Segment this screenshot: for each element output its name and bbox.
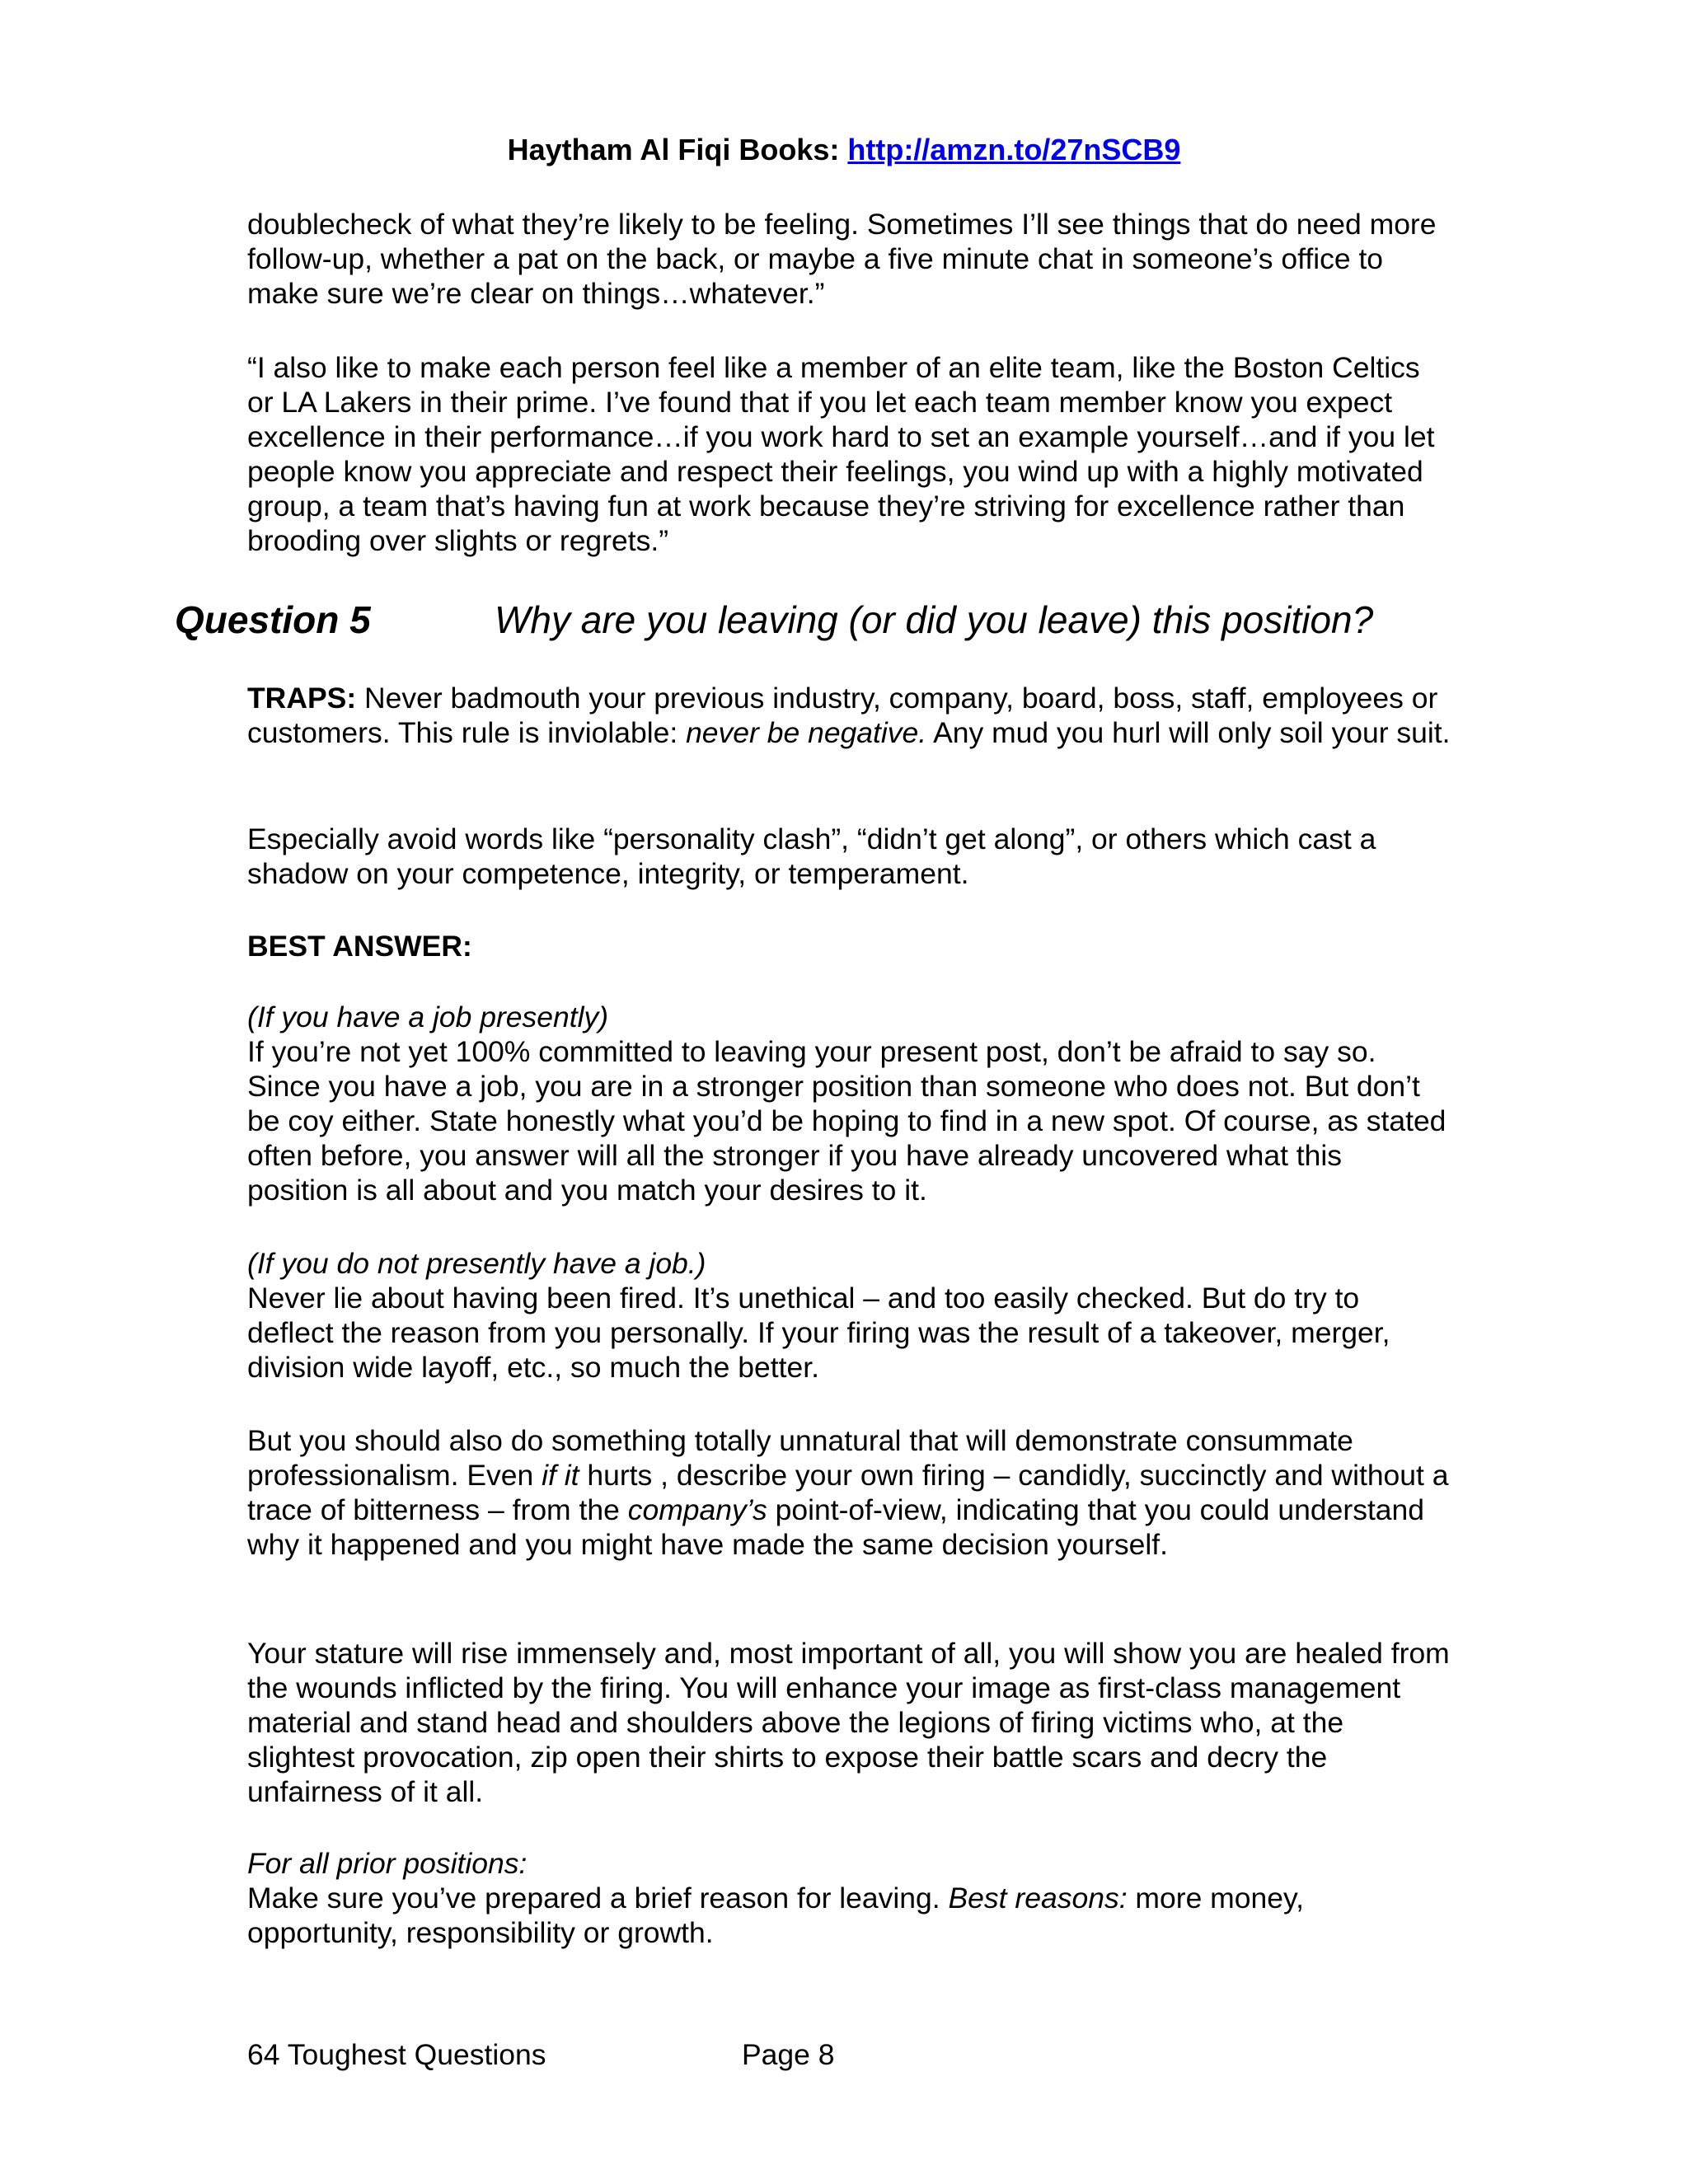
nojob-section: [247, 1246, 1451, 1385]
page-header: [0, 132, 1688, 168]
book-link[interactable]: http://amzn.to/27nSCB9: [847, 133, 1181, 166]
but-text-a: But you should also do something totally unnatural that will demonstrate consummate professionalism. Even: [247, 1424, 1353, 1492]
page-footer: [247, 2037, 835, 2072]
traps-emphasis: never be negative.: [686, 716, 927, 749]
stature-text: Your stature will rise immensely and, most important of all, you will show you are healed from the wounds inflicted by the firing. You will enhance your image as first-class management material and stand head and shoulders above the legions of firing victims who, at the slightest provocation, zip open their shirts to expose their battle scars and decry the unfairness of it all.: [247, 1637, 1450, 1808]
prior-section: [247, 1846, 1451, 1950]
job-heading: (If you have a job presently): [247, 1001, 609, 1033]
question-text: Why are you leaving (or did you leave) this position?: [495, 598, 1374, 641]
but-text-b: hurts , describe your own firing – candidly, succinctly and without a trace of bitterness – from the: [247, 1459, 1449, 1526]
intro-text-1: doublecheck of what they’re likely to be feeling. Sometimes I’ll see things that do need more follow-up, whether a pat on the back, or maybe a five minute chat in someone’s office to make sure we’re clear on things…whatever.”: [247, 208, 1437, 310]
header-prefix: Haytham Al Fiqi Books:: [507, 133, 840, 166]
best-answer-label: BEST ANSWER:: [247, 930, 472, 963]
traps-label: TRAPS:: [247, 682, 357, 715]
intro-text-2: “I also like to make each person feel like a member of an elite team, like the Boston Celtics or LA Lakers in their prime. I’ve found that if you let each team member know you expect excellence in their performance…if you work hard to set an example yourself…and if you let people know you appreciate and respect their feelings, you wind up with a highly motivated group, a team that’s having fun at work because they’re striving for excellence rather than brooding over slights or regrets.”: [247, 351, 1435, 557]
traps-paragraph-2: [247, 822, 1451, 891]
intro-paragraph-1: [247, 207, 1451, 311]
prior-italic: Best reasons:: [948, 1882, 1128, 1915]
job-section: [247, 1000, 1451, 1207]
stature-paragraph: [247, 1636, 1451, 1809]
but-text-c: point-of-view, indicating that you could understand why it happened and you might have made the same decision yourself.: [247, 1493, 1425, 1561]
nojob-heading: (If you do not presently have a job.): [247, 1247, 706, 1280]
traps-text-2: Especially avoid words like “personality clash”, “didn’t get along”, or others which cast a shadow on your competence, integrity, or temperament.: [247, 823, 1376, 890]
footer-page-number: Page 8: [742, 2038, 835, 2071]
traps-text-a: Never badmouth your previous industry, company, board, boss, staff, employees or customers. This rule is inviolable:: [247, 682, 1438, 749]
prior-text-b: more money, opportunity, responsibility or growth.: [247, 1882, 1304, 1949]
but-italic-1: if it: [542, 1459, 579, 1492]
nojob-text: Never lie about having been fired. It’s unethical – and too easily checked. But do try to deflect the reason from you personally. If your firing was the result of a takeover, merger, division wide layoff, etc., so much the better.: [247, 1282, 1390, 1384]
best-answer-heading: [247, 929, 1451, 963]
question-label: Question 5: [175, 598, 371, 641]
prior-text-a: Make sure you’ve prepared a brief reason for leaving.: [247, 1882, 949, 1915]
footer-title: 64 Toughest Questions: [247, 2038, 546, 2071]
question-heading: [175, 597, 1373, 643]
but-paragraph: [247, 1423, 1451, 1562]
but-italic-2: company’s: [627, 1493, 767, 1526]
traps-text-b: Any mud you hurl will only soil your suit.: [926, 716, 1451, 749]
traps-paragraph: [247, 681, 1451, 750]
intro-paragraph-2: [247, 350, 1451, 558]
job-text: If you’re not yet 100% committed to leaving your present post, don’t be afraid to say so. Since you have a job, you are in a stronger position than someone who does not. But don’t be coy either. State honestly what you’d be hoping to find in a new spot. Of course, as stated often before, you answer will all the stronger if you have already uncovered what this position is all about and you match your desires to it.: [247, 1035, 1447, 1207]
prior-heading: For all prior positions:: [247, 1847, 528, 1880]
